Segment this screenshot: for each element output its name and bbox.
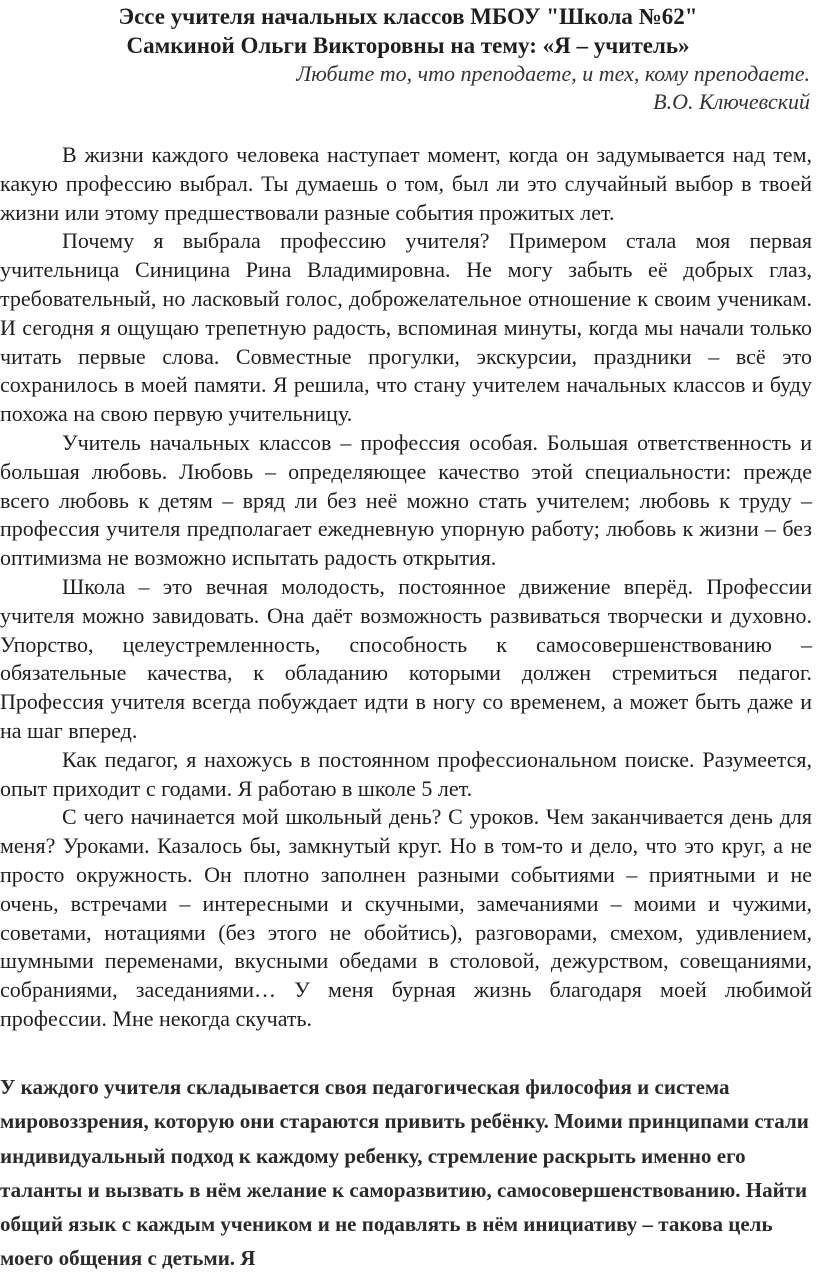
paragraph-2: Почему я выбрала профессию учителя? Примером стала моя первая учительница Синицина Рина Владимировна. Не могу забыть её добрых глаз, требовательный, но ласковый голос, доброжелательное отношение к своим ученикам. И сегодня я ощущаю трепетную радость, вспоминая минуты, когда мы начали только читать первые слова. Совместные прогулки, экскурсии, праздники – всё это сохранилось в моей памяти. Я решила, что стану учителем начальных классов и буду похожа на свою первую учительницу. [0,228,812,427]
essay-body [0,141,812,1034]
paragraph-3: Учитель начальных классов – профессия особая. Большая ответственность и большая любовь. Любовь – определяющее качество этой специальности: прежде всего любовь к детям – вряд ли без неё можно стать учителем; любовь к труду – профессия учителя предполагает ежедневную упорную работу; любовь к жизни – без оптимизма не возможно испытать радость открытия. [0,429,812,571]
title-line-1: Эссе учителя начальных классов МБОУ "Школа №62" [118,4,698,29]
epigraph [110,60,810,116]
closing-paragraph: У каждого учителя складывается своя педагогическая философия и система мировоззрения, которую они стараются привить ребёнку. Моими принципами стали индивидуальный подход к каждому ребенку, стремление раскрыть именно его таланты и вызвать в нём желание к саморазвитию, самосовершенствованию. Найти общий язык с каждым учеником и не подавлять в нём инициативу – такова цель моего общения с детьми. Я [0,1075,809,1271]
title-line-2: Самкиной Ольги Викторовны на тему: «Я – учитель» [126,33,690,58]
essay-title [0,2,816,60]
closing-section [0,1070,812,1276]
epigraph-author: В.О. Ключевский [653,89,810,114]
epigraph-quote: Любите то, что преподаете, и тех, кому преподаете. [296,61,810,86]
paragraph-5: Как педагог, я нахожусь в постоянном профессиональном поиске. Разумеется, опыт приходит с годами. Я работаю в школе 5 лет. [0,746,812,801]
paragraph-4: Школа – это вечная молодость, постоянное движение вперёд. Профессии учителя можно завидовать. Она даёт возможность развиваться творчески и духовно. Упорство, целеустремленность, способность к самосовершенствованию – обязательные качества, к обладанию которыми должен стремиться педагог. Профессия учителя всегда побуждает идти в ногу со временем, а может быть даже и на шаг вперед. [0,573,812,743]
paragraph-6: С чего начинается мой школьный день? С уроков. Чем заканчивается день для меня? Уроками. Казалось бы, замкнутый круг. Но в том-то и дело, что это круг, а не просто окружность. Он плотно заполнен разными событиями – приятными и не очень, встречами – интересными и скучными, замечаниями – моими и чужими, советами, нотациями (без этого не обойтись), разговорами, смехом, удивлением, шумными переменами, вкусными обедами в столовой, дежурством, совещаниями, собраниями, заседаниями… У меня бурная жизнь благодаря моей любимой профессии. Мне некогда скучать. [0,804,812,1031]
paragraph-1: В жизни каждого человека наступает момент, когда он задумывается над тем, какую профессию выбрал. Ты думаешь о том, был ли это случайный выбор в твоей жизни или этому предшествовали разные события прожитых лет. [0,142,812,225]
